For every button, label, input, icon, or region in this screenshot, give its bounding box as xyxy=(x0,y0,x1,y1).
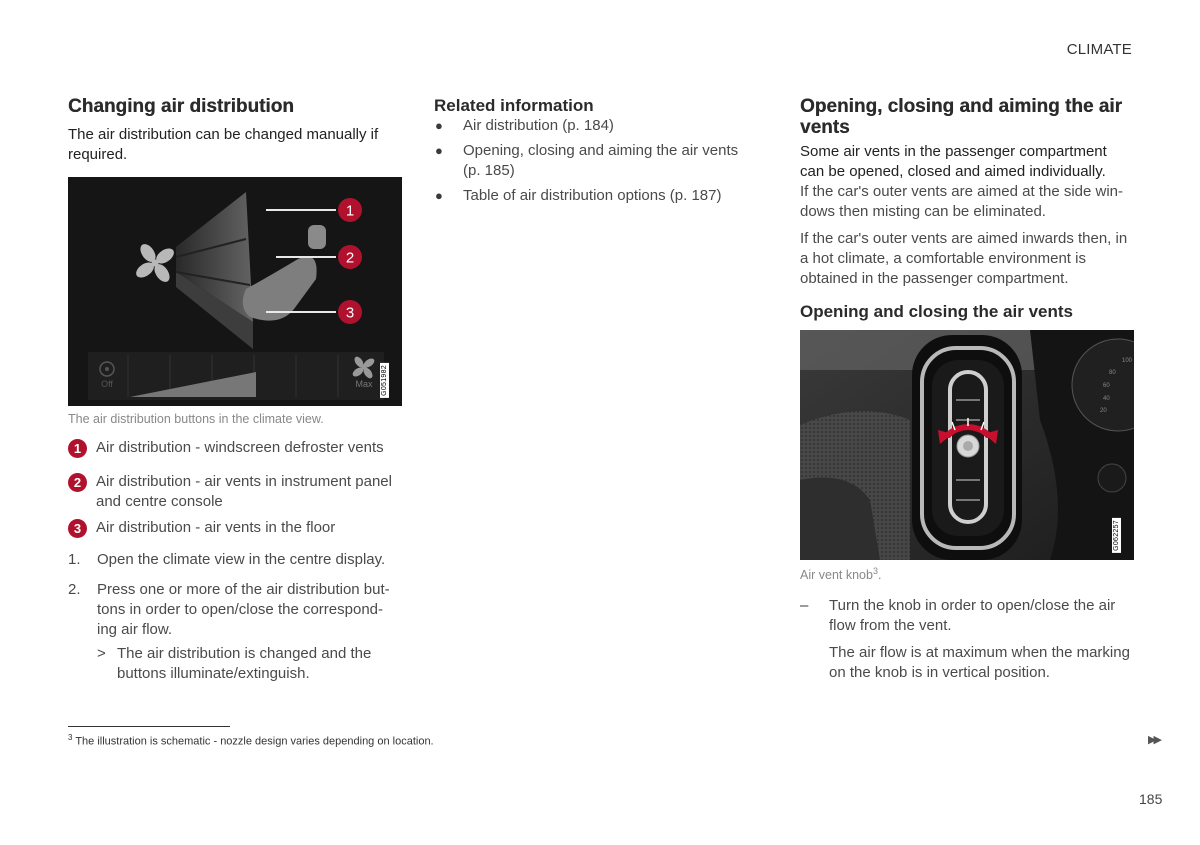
footnote-number: 3 xyxy=(68,733,73,742)
bullet-icon: ● xyxy=(435,188,443,203)
action-text: Turn the knob in order to open/close the air flow from the vent. xyxy=(829,597,1116,635)
related-link-text[interactable]: Opening, closing and aiming the air vents (p. 185) xyxy=(463,142,739,179)
svg-text:20: 20 xyxy=(1100,408,1107,414)
legend-item-3 xyxy=(68,518,403,538)
related-link-2[interactable] xyxy=(434,141,744,181)
figure-caption: Air vent knob$^3$. xyxy=(800,566,882,583)
callout-badge-2: 2 xyxy=(68,473,87,492)
footnote-reference: 3 xyxy=(872,566,878,576)
svg-text:3: 3 xyxy=(345,304,355,322)
svg-text:40: 40 xyxy=(1103,396,1110,402)
action-note: The air flow is at maximum when the marking on the knob is in vertical position. xyxy=(829,644,1130,682)
action-dash: – xyxy=(800,597,809,615)
legend-text: Air distribution - air vents in the floor xyxy=(96,519,336,536)
legend-text: Air distribution - windscreen defroster vents xyxy=(96,439,384,456)
fan-off-label: Off xyxy=(101,379,113,389)
image-code: G062257 xyxy=(1113,520,1120,551)
related-link-1[interactable] xyxy=(434,116,744,136)
figure-caption: The air distribution buttons in the climate view. xyxy=(68,412,324,426)
image-code: G051982 xyxy=(381,365,388,396)
callout-marker-2 xyxy=(338,245,362,269)
step-2 xyxy=(68,580,403,640)
page-number: 185 xyxy=(1139,791,1163,807)
bullet-icon: ● xyxy=(435,143,443,158)
stalk-knob xyxy=(1098,464,1126,492)
callout-badge-1: 1 xyxy=(68,439,87,458)
step-1 xyxy=(68,550,403,570)
heading-changing-air-distribution: Changing air distribution xyxy=(68,96,294,117)
legend-item-1 xyxy=(68,438,403,458)
callout-badge-3: 3 xyxy=(68,519,87,538)
subheading-opening-closing: Opening and closing the air vents xyxy=(800,302,1073,321)
svg-text:80: 80 xyxy=(1109,370,1116,376)
column-changing-air-distribution xyxy=(68,96,403,684)
svg-text:100: 100 xyxy=(1122,358,1133,364)
fan-max-label: Max xyxy=(355,379,373,389)
step-text: Press one or more of the air distribution but-tons in order to open/close the correspond-ing air flow. xyxy=(97,581,390,638)
column-related-information xyxy=(434,96,744,206)
section-header: CLIMATE xyxy=(1066,41,1132,58)
paragraph-hot-climate: If the car's outer vents are aimed inwards then, in a hot climate, a comfortable environment is obtained in the passenger compartment. xyxy=(800,230,1128,287)
climate-view-illustration xyxy=(68,177,402,406)
action-turn-knob xyxy=(800,596,1134,636)
heading-related-information: Related information xyxy=(434,96,594,115)
paragraph-side-windows: If the car's outer vents are aimed at the side win-dows then misting can be eliminated. xyxy=(800,183,1124,220)
footnote-text: The illustration is schematic - nozzle design varies depending on location. xyxy=(75,735,434,748)
legend-item-2 xyxy=(68,472,403,512)
legend-text: Air distribution - air vents in instrument panel and centre console xyxy=(96,473,392,510)
step-result xyxy=(97,644,403,684)
column-opening-air-vents xyxy=(800,96,1134,683)
fan-speed-bar xyxy=(88,352,384,400)
vents-intro-text: Some air vents in the passenger compartment can be opened, closed and aimed individually. xyxy=(800,143,1107,180)
svg-text:60: 60 xyxy=(1103,383,1110,389)
result-marker: > xyxy=(97,645,106,662)
step-number: 2. xyxy=(68,581,81,598)
result-text: The air distribution is changed and the buttons illuminate/extinguish. xyxy=(117,645,372,682)
climate-view-graphic xyxy=(68,177,402,406)
footnote-divider xyxy=(68,726,230,727)
callout-marker-3 xyxy=(338,300,362,324)
continue-arrow-icon: ▶▶ xyxy=(1148,734,1159,746)
svg-text:2: 2 xyxy=(345,249,355,267)
air-vent-graphic xyxy=(800,330,1134,560)
related-link-3[interactable] xyxy=(434,186,744,206)
callout-marker-1 xyxy=(338,198,362,222)
air-vent-photo xyxy=(800,330,1134,560)
bullet-icon: ● xyxy=(435,118,443,133)
step-text: Open the climate view in the centre display. xyxy=(97,551,386,568)
heading-opening-closing-aiming: Opening, closing and aiming the air vents xyxy=(800,96,1122,138)
svg-text:1: 1 xyxy=(345,202,355,220)
footnote xyxy=(68,733,434,748)
related-link-text[interactable]: Table of air distribution options (p. 187) xyxy=(463,187,722,204)
intro-text: The air distribution can be changed manually if required. xyxy=(68,126,379,163)
step-number: 1. xyxy=(68,551,81,568)
related-link-text[interactable]: Air distribution (p. 184) xyxy=(463,117,614,134)
